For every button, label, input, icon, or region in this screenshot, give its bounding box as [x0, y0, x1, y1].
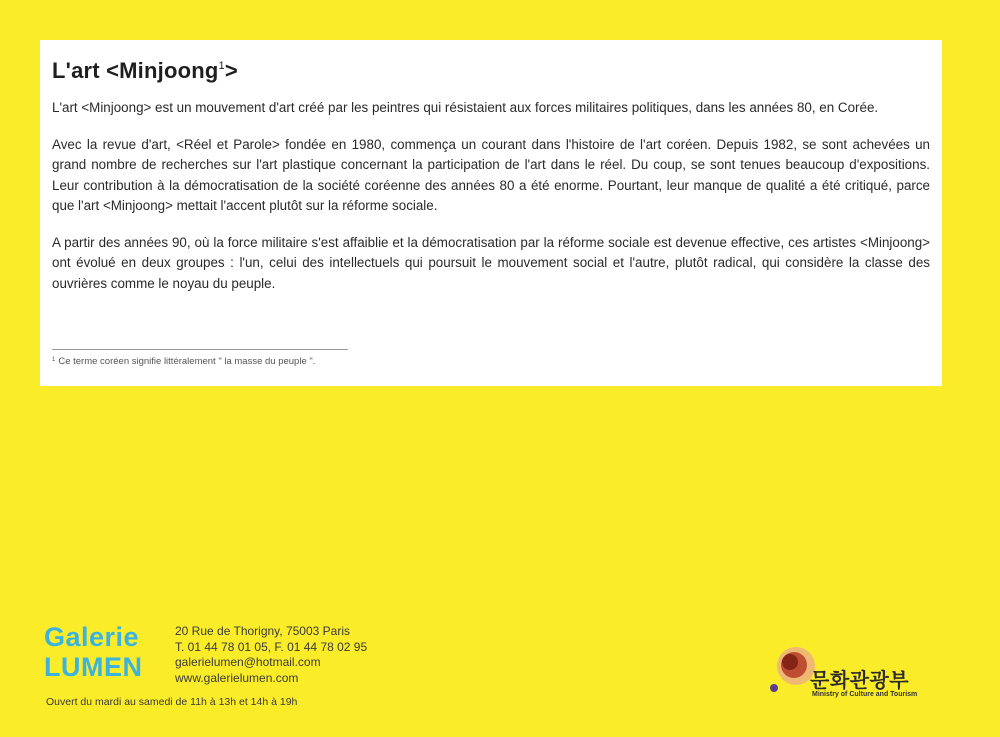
gallery-hours: Ouvert du mardi au samedi de 11h à 13h et 14h à 19h	[46, 696, 298, 708]
article-title: L'art <Minjoong$^1$>	[52, 58, 238, 83]
article-paragraph-3: A partir des années 90, où la force militaire s'est affaiblie et la démocratisation par la réforme sociale est devenue effective, ces artistes <Minjoong> ont évolué en deux groupes : l'un, celui des intellectuels qui poursuit le mouvement social et l'autre, plutôt radical, qui considère la classe des ouvrières comme le noyau du peuple.	[52, 234, 930, 291]
footnote-divider	[52, 349, 348, 350]
ministry-logo	[766, 644, 926, 704]
gallery-contact	[175, 624, 367, 686]
article-paragraph-2: Avec la revue d'art, <Réel et Parole> fondée en 1980, commença un courant dans l'histoire de l'art coréen. Depuis 1982, se sont achevées un grand nombre de recherches sur l'art plastique concernant la participation de l'art dans le réel. Du coup, se sont tenues beaucoup d'expositions. Leur contribution à la démocratisation de la société coréenne des années 80 a été enorme. Pourtant, leur manque de qualité a été critiqué, parce que l'art <Minjoong> mettait l'accent plutôt sur la réforme sociale.	[52, 136, 930, 213]
article-paragraph-1: L'art <Minjoong> est un mouvement d'art créé par les peintres qui résistaient aux forces militaires politiques, dans les années 80, en Corée.	[52, 100, 879, 115]
gallery-email[interactable]: galerielumen@hotmail.com	[175, 655, 321, 670]
ministry-name-ko: 문화관광부	[810, 668, 910, 692]
article-panel	[40, 40, 942, 386]
ministry-name-en: Ministry of Culture and Tourism	[812, 691, 918, 698]
gallery-logo-line1: Galerie	[44, 622, 140, 652]
gallery-logo-line2: LUMEN	[44, 652, 143, 682]
gallery-logo	[44, 622, 143, 682]
title-footnote-ref: 1	[218, 60, 225, 72]
gallery-website[interactable]: www.galerielumen.com	[175, 670, 299, 685]
gallery-phone: T. 01 44 78 01 05, F. 01 44 78 02 95	[175, 639, 368, 654]
gallery-address: 20 Rue de Thorigny, 75003 Paris	[175, 624, 351, 638]
footnote: $^1$ Ce terme coréen signifie littéralement " la masse du peuple ".	[52, 356, 316, 367]
